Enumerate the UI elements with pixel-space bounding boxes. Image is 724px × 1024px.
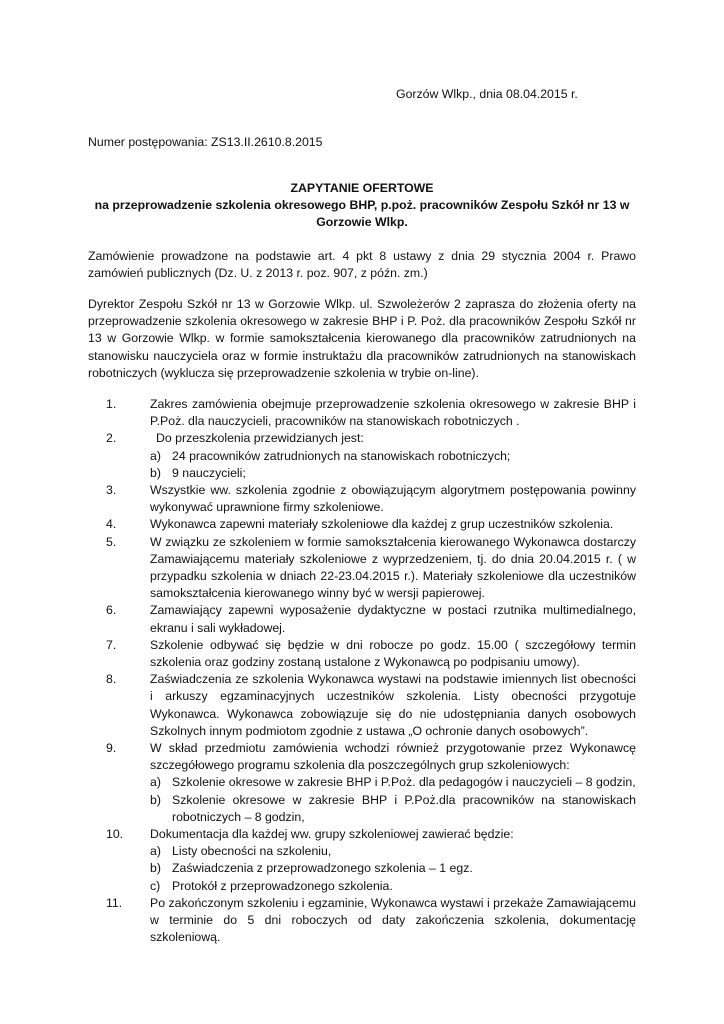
item-number: 3. bbox=[106, 483, 117, 498]
list-item bbox=[88, 430, 636, 482]
list-item bbox=[88, 826, 636, 895]
list-item bbox=[88, 671, 636, 740]
item-text: Szkolenie odbywać się będzie w dni robocze po godz. 15.00 ( szczegółowy termin szkolenia oraz godziny zostaną ustalone z Wykonawcą po podpisaniu umowy). bbox=[150, 637, 636, 670]
item-text: W skład przedmiotu zamówienia wchodzi również przygotowanie przez Wykonawcę szczegółowego programu szkolenia dla poszczególnych grup szkoleniowych: bbox=[150, 741, 636, 773]
item-number: 5. bbox=[106, 534, 117, 549]
list-item bbox=[88, 516, 636, 533]
title-heading: ZAPYTANIE OFERTOWE bbox=[290, 181, 434, 195]
item-number: 11. bbox=[106, 895, 123, 910]
sub-item-letter: c) bbox=[150, 878, 161, 893]
sub-item-text: Szkolenie okresowe w zakresie BHP i P.Poż.dla pracowników na stanowiskach robotniczych – 8 godzin, bbox=[172, 792, 636, 824]
item-text: W związku ze szkoleniem w formie samokształcenia kierowanego Wykonawca dostarczy Zamawiającemu materiały szkoleniowe z wyprzedzeniem, tj. do dnia 20.04.2015 r. ( w przypadku szkolenia w dniach 22-23.04.2015 r.). Materiały szkoleniowe dla uczestników samokształcenia kierowanego winny być w wersji papierowej. bbox=[150, 534, 636, 601]
item-number: 6. bbox=[106, 603, 117, 618]
item-text: Dokumentacja dla każdej ww. grupy szkoleniowej zawierać będzie: bbox=[150, 827, 514, 842]
sub-item-letter: b) bbox=[150, 465, 161, 480]
sub-item-letter: a) bbox=[150, 448, 161, 463]
date-line: Gorzów Wlkp., dnia 08.04.2015 r. bbox=[396, 87, 578, 101]
sub-item-text: Szkolenie okresowe w zakresie BHP i P.Poż. dla pedagogów i nauczycieli – 8 godzin, bbox=[172, 775, 636, 790]
list-item bbox=[88, 534, 636, 603]
sub-item-letter: b) bbox=[150, 861, 161, 876]
list-item bbox=[88, 895, 636, 947]
legal-basis-paragraph: Zamówienie prowadzone na podstawie art. 4 pkt 8 ustawy z dnia 29 stycznia 2004 r. Prawo zamówień publicznych (Dz. U. z 2013 r. poz. 907, z późn. zm.) bbox=[88, 249, 636, 281]
document-title bbox=[88, 180, 636, 232]
sub-item bbox=[150, 860, 636, 877]
item-text: Zamawiający zapewni wyposażenie dydaktyczne w postaci rzutnika multimedialnego, ekranu i sali wykładowej. bbox=[150, 603, 636, 635]
list-item bbox=[88, 637, 636, 671]
sub-item-text: 9 nauczycieli; bbox=[172, 465, 246, 480]
list-item bbox=[88, 740, 636, 826]
list-item bbox=[88, 482, 636, 516]
sub-item-letter: b) bbox=[150, 792, 161, 807]
sub-item bbox=[150, 878, 636, 895]
requirements-list bbox=[88, 396, 636, 947]
intro-paragraph: Dyrektor Zespołu Szkół nr 13 w Gorzowie Wlkp. ul. Szwoleżerów 2 zaprasza do złożenia oferty na przeprowadzenie szkolenia okresowego w zakresie BHP i P. Poż. dla pracowników Zespołu Szkół nr 13 w Gorzowie Wlkp. w formie samokształcenia kierowanego dla pracowników zatrudnionych na stanowisku nauczyciela oraz w formie instruktażu dla pracowników zatrudnionych na stanowiskach robotniczych (wyklucza się przeprowadzenie szkolenia w trybie on-line). bbox=[88, 297, 636, 380]
item-number: 8. bbox=[106, 672, 117, 687]
sub-item bbox=[150, 792, 636, 826]
sub-item-letter: a) bbox=[150, 775, 161, 790]
title-subject: na przeprowadzenie szkolenia okresowego BHP, p.poż. pracowników Zespołu Szkół nr 13 w Gorzowie Wlkp. bbox=[94, 198, 630, 230]
item-number: 2. bbox=[106, 431, 117, 446]
item-text: Wykonawca zapewni materiały szkoleniowe dla każdej z grup uczestników szkolenia. bbox=[150, 517, 614, 532]
item-number: 1. bbox=[106, 397, 117, 411]
item-text: Wszystkie ww. szkolenia zgodnie z obowiązującym algorytmem postępowania powinny wykonywać uprawnione firmy szkoleniowe. bbox=[150, 483, 636, 515]
item-text: Zaświadczenia ze szkolenia Wykonawca wystawi na podstawie imiennych list obecności i arkuszy egzaminacyjnych uczestników szkolenia. Listy obecności przygotuje Wykonawca. Wykonawca zobowiązuje się do nie udostępniania danych osobowych Szkolnych innym podmiotom zgodnie z ustawa „O ochronie danych osobowych”. bbox=[150, 672, 636, 738]
list-item bbox=[88, 602, 636, 636]
item-number: 4. bbox=[106, 517, 117, 532]
reference-number: Numer postępowania: ZS13.II.2610.8.2015 bbox=[88, 135, 323, 149]
item-text: Zakres zamówienia obejmuje przeprowadzenie szkolenia okresowego w zakresie BHP i P.Poż. dla nauczycieli, pracowników na stanowiskach robotniczych . bbox=[150, 397, 636, 429]
item-number: 10. bbox=[106, 827, 124, 842]
sub-item-text: 24 pracowników zatrudnionych na stanowiskach robotniczych; bbox=[172, 448, 511, 463]
sub-item-letter: a) bbox=[150, 844, 161, 859]
sub-item-text: Zaświadczenia z przeprowadzonego szkolenia – 1 egz. bbox=[172, 861, 473, 876]
list-item bbox=[88, 396, 636, 430]
item-number: 9. bbox=[106, 741, 117, 756]
sub-item bbox=[150, 843, 636, 860]
item-text: Do przeszkolenia przewidzianych jest: bbox=[156, 431, 364, 446]
sub-item bbox=[150, 448, 636, 465]
sub-item bbox=[150, 774, 636, 791]
sub-item bbox=[150, 465, 636, 482]
sub-item-text: Listy obecności na szkoleniu, bbox=[172, 844, 332, 859]
item-number: 7. bbox=[106, 637, 117, 652]
sub-item-text: Protokół z przeprowadzonego szkolenia. bbox=[172, 878, 393, 893]
item-text: Po zakończonym szkoleniu i egzaminie, Wykonawca wystawi i przekaże Zamawiającemu w terminie do 5 dni roboczych od daty zakończenia szkolenia, dokumentację szkoleniową. bbox=[150, 895, 636, 945]
